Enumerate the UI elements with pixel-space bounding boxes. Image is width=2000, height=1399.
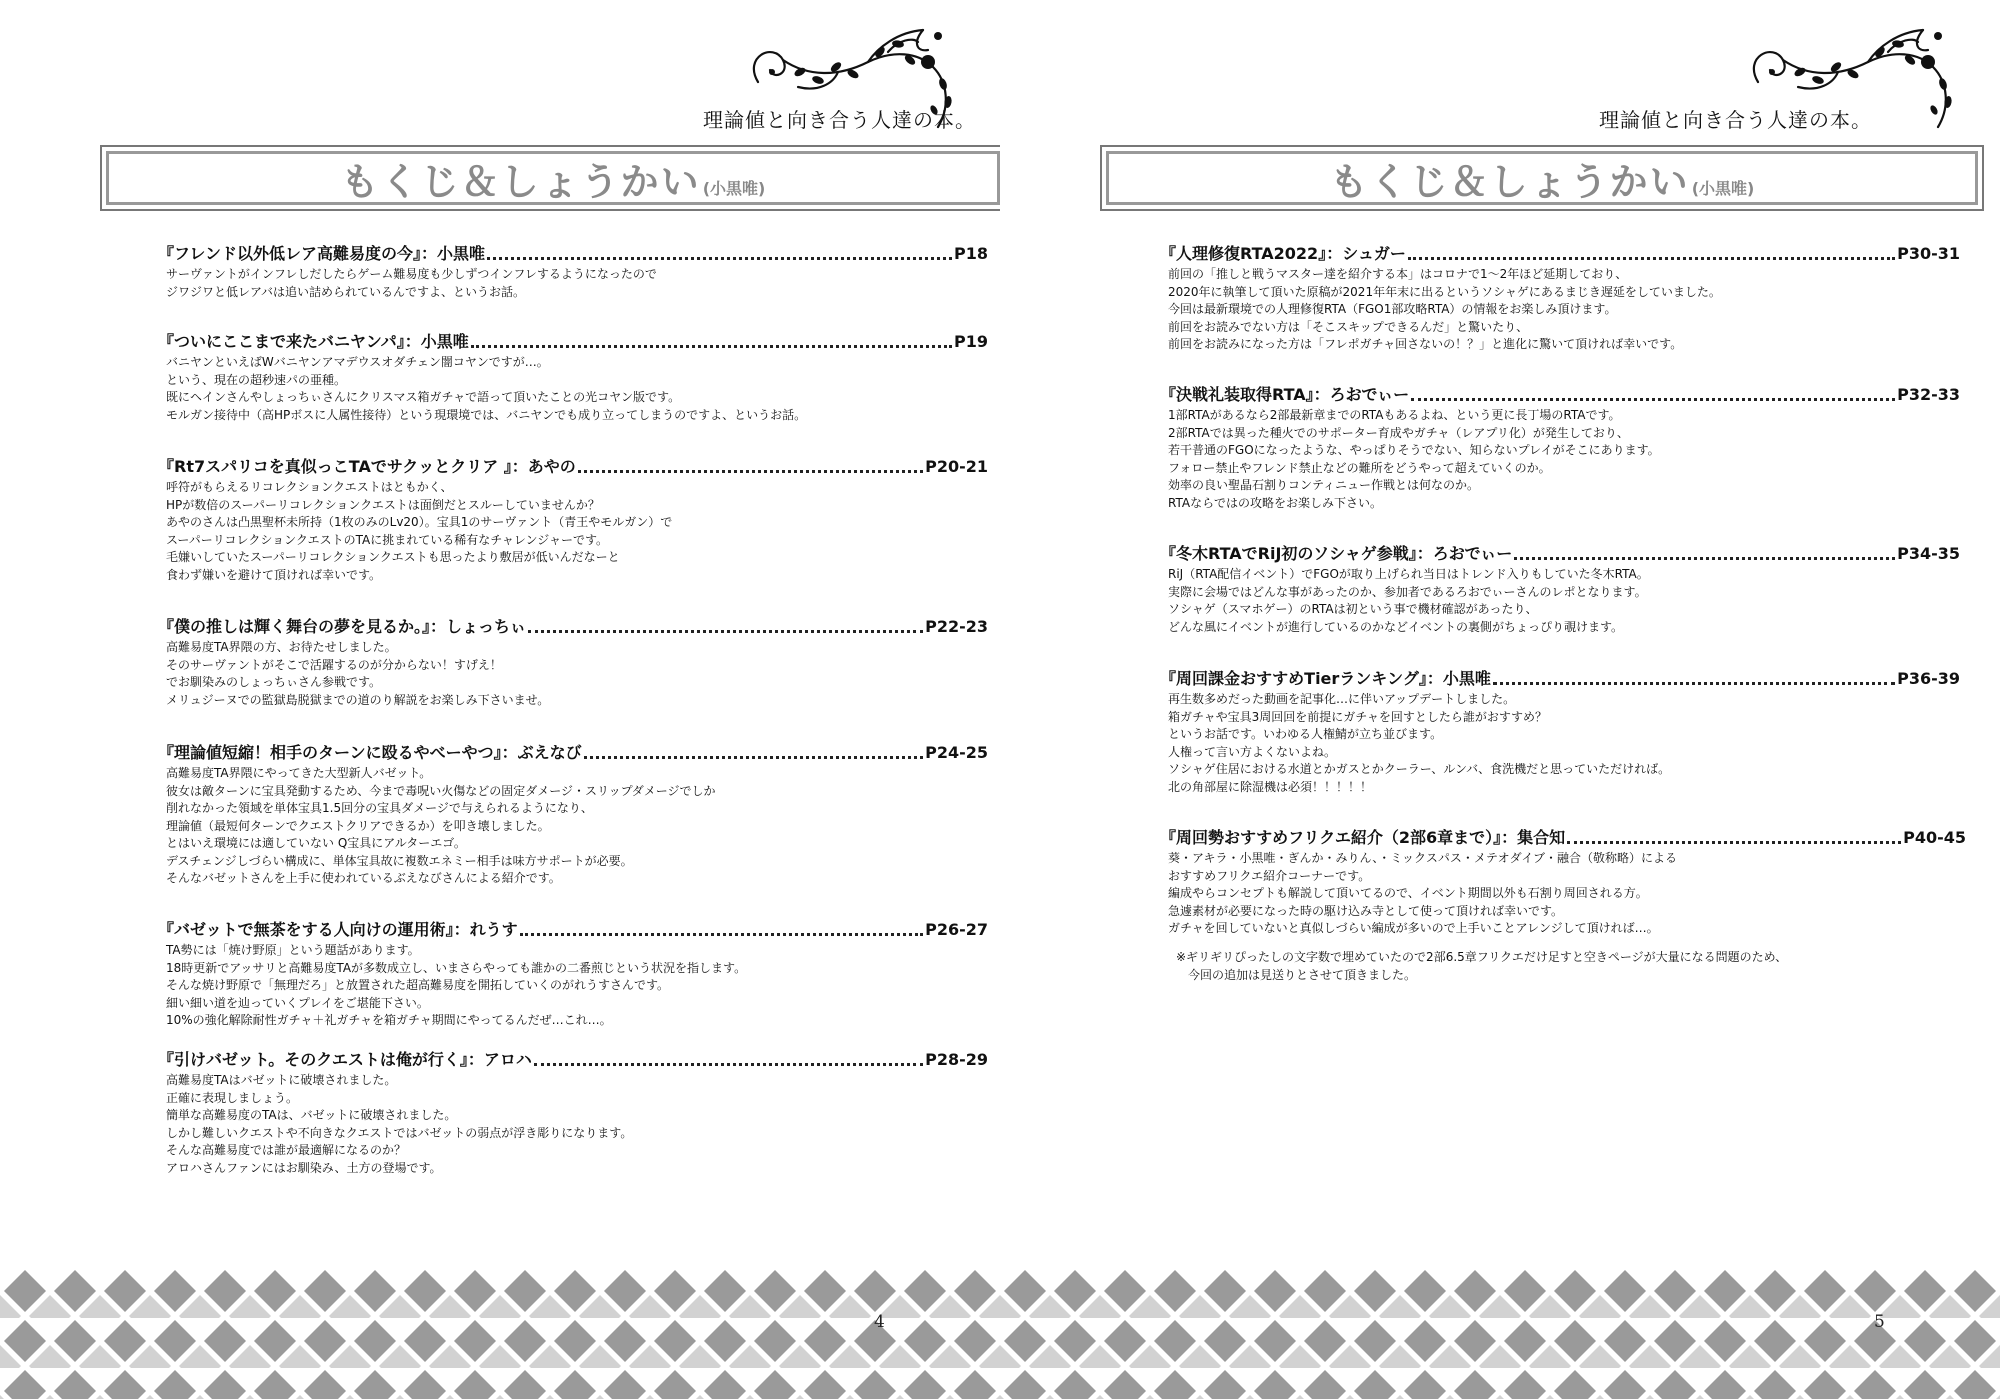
entry-page: P40-45	[1903, 828, 1966, 847]
entry-description-line: 呼符がもらえるリコレクションクエストはともかく、	[166, 480, 453, 494]
entry-description-line: そんなバゼットさんを上手に使われているぶえなびさんによる紹介です。	[166, 871, 561, 885]
entry-title: 『引けバゼット。そのクエストは俺が行く』：アロハ	[158, 1050, 532, 1069]
toc-entry	[1160, 243, 1960, 354]
entry-description-line: でお馴染みのしょっちぃさん参戦です。	[166, 675, 382, 689]
toc-title-author: (小黒唯)	[702, 179, 766, 198]
entry-description-line: 今回は最新環境での人理修復RTA（FGO1部攻略RTA）の情報をお楽しみ頂けます。	[1168, 302, 1617, 316]
toc-entry	[1160, 543, 1960, 636]
toc-entry	[158, 456, 988, 584]
entry-description-line: ジワジワと低レアバは追い詰められているんですよ、というお話。	[166, 284, 526, 299]
entry-description-line: 葵・アキラ・小黒唯・ぎんか・みりん、・ミックスパス・メテオダイブ・融合（敬称略）による	[1168, 851, 1678, 865]
leader-dots	[471, 345, 952, 348]
entry-description-line: 食わず嫌いを避けて頂ければ幸いです。	[166, 567, 382, 582]
leader-dots	[1514, 557, 1895, 560]
entry-description-line: 10%の強化解除耐性ガチャ＋礼ガチャを箱ガチャ期間にやってるんだぜ…これ…。	[166, 1013, 612, 1027]
entry-page: P30-31	[1897, 244, 1960, 263]
entry-description-line: バニヤンといえばWバニヤンアマデウスオダチェン闇コヤンですが…。	[166, 355, 549, 369]
entry-description-line: 実際に会場ではどんな事があったのか、参加者であるろおでぃーさんのレポとなります。	[1168, 584, 1647, 599]
toc-entry	[1160, 668, 1960, 796]
page-number: 5	[1874, 1312, 1885, 1332]
toc-entry	[1160, 384, 1960, 512]
entry-description-line: 高難易度TA界隈にやってきた大型新人バゼット。	[166, 766, 432, 780]
entry-description-line: 急遽素材が必要になった時の駆け込み寺として使って頂ければ幸いです。	[1168, 903, 1564, 918]
entry-description-line: 若干普通のFGOになったような、やっぱりそうでない、知らないプレイがそこにあります。	[1168, 443, 1660, 457]
entry-description-line: 1部RTAがあるなら2部最新章までのRTAもあるよね、という更に長丁場のRTAです。	[1168, 408, 1621, 422]
entry-description-line: RTAならではの攻略をお楽しみ下さい。	[1168, 495, 1382, 510]
leader-dots	[520, 933, 923, 936]
entry-description-line: おすすめフリクエ紹介コーナーです。	[1168, 868, 1371, 883]
entry-title: 『周回課金おすすめTierランキング』：小黒唯	[1160, 669, 1491, 688]
entry-title: 『理論値短縮！相手のターンに殴るやべーやつ』：ぶえなび	[158, 743, 582, 762]
leader-dots	[1567, 841, 1901, 844]
entry-description-line: 高難易度TA界隈の方、お待たせしました。	[166, 640, 397, 654]
entry-description-line: というお話です。いわゆる人権鯖が立ち並びます。	[1168, 727, 1443, 741]
entry-description-line: 彼女は敵ターンに宝具発動するため、今まで毒呪い火傷などの固定ダメージ・スリップダメージでしか	[166, 783, 716, 798]
entry-title: 『冬木RTAでRiJ初のソシャゲ参戦』：ろおでぃー	[1160, 544, 1513, 563]
entry-description-line: フォロー禁止やフレンド禁止などの難所をどうやって超えていくのか。	[1168, 460, 1551, 475]
entry-description-line: あやのさんは凸黒聖杯未所持（1枚のみのLv20）。宝具1のサーヴァント（青王やモルガン）で	[166, 515, 673, 529]
leader-dots	[487, 257, 952, 260]
entry-page: P19	[954, 332, 988, 351]
entry-description-line: 既にヘインさんやしょっちぃさんにクリスマス箱ガチャで語って頂いたことの光コヤン版です。	[166, 390, 681, 404]
entry-description-line: 北の角部屋に除湿機は必須！！！！！	[1168, 779, 1373, 794]
entry-description-line: しかし難しいクエストや不向きなクエストではバゼットの弱点が浮き彫りになります。	[166, 1125, 633, 1140]
entry-description-line: 前回をお読みになった方は「フレポガチャ回さないの！？」と進化に驚いて頂ければ幸いです。	[1168, 337, 1683, 351]
entry-description-line: HPが数倍のスーパーリコレクションクエストは面倒だとスルーしていませんか？	[166, 497, 600, 512]
leader-dots	[578, 470, 923, 473]
entry-description-line: ガチャを回していないと真似しづらい編成が多いので上手いことアレンジして頂ければ…。	[1168, 921, 1659, 935]
editor-note	[1176, 949, 1787, 984]
note-line: ※ギリギリぴったしの文字数で埋めていたので2部6.5章フリクエだけ足すと空きページが大量になる問題のため、	[1176, 950, 1788, 964]
right-page	[1000, 0, 2000, 1399]
entry-description-line: そんな高難易度では誰が最適解になるのか？	[166, 1143, 407, 1157]
toc-title: もくじ＆しょうかい	[1329, 159, 1690, 204]
entry-description-line: 再生数多めだった動画を記事化…に伴いアップデートしました。	[1168, 692, 1516, 706]
entry-description-line: とはいえ環境には適していない Q宝具にアルターエゴ。	[166, 836, 466, 850]
entry-description-line: ソシャゲ住居における水道とかガスとかクーラー、ルンバ、食洗機だと思っていただければ。	[1168, 762, 1671, 776]
toc-entry	[1160, 827, 1966, 938]
entry-description-line: TA勢には「焼け野原」という題話があります。	[166, 943, 420, 957]
entry-title: 『フレンド以外低レア高難易度の今』：小黒唯	[158, 244, 485, 263]
note-line: 今回の追加は見送りとさせて頂きました。	[1176, 967, 1417, 982]
entry-page: P32-33	[1897, 385, 1960, 404]
entry-page: P22-23	[925, 617, 988, 636]
leader-dots	[1493, 682, 1895, 685]
entry-description-line: デスチェンジしづらい構成に、単体宝具故に複数エネミー相手は味方サポートが必要。	[166, 853, 633, 868]
entry-description-line: サーヴァントがインフレしだしたらゲーム難易度も少しずつインフレするようになったので	[166, 267, 657, 281]
entry-title: 『ついにここまで来たバニヤンパ』：小黒唯	[158, 332, 469, 351]
entry-description-line: RiJ（RTA配信イベント）でFGOが取り上げられ当日はトレンド入りもしていた冬木RTA。	[1168, 567, 1649, 581]
entry-page: P24-25	[925, 743, 988, 762]
entry-description-line: 理論値（最短何ターンでクエストクリアできるか）を叩き壊しました。	[166, 818, 550, 833]
entry-page: P20-21	[925, 457, 988, 476]
toc-title-banner	[1100, 145, 1984, 211]
entry-description-line: 細い細い道を辿っていくプレイをご堪能下さい。	[166, 995, 429, 1010]
entry-title: 『決戦礼装取得RTA』：ろおでぃー	[1160, 385, 1410, 404]
entry-description-line: 簡単な高難易度のTAは、バゼットに破壊されました。	[166, 1108, 457, 1122]
entry-page: P26-27	[925, 920, 988, 939]
toc-title-banner	[100, 145, 1000, 211]
entry-description-line: 高難易度TAはバゼットに破壊されました。	[166, 1073, 397, 1087]
leader-dots	[534, 1063, 923, 1066]
entry-title: 『人理修復RTA2022』：シュガー	[1160, 244, 1406, 263]
book-tagline: 理論値と向き合う人達の本。	[1599, 108, 1872, 132]
entry-description-line: 2部RTAでは異った種火でのサポーター育成やガチャ（レアプリ化）が発生しており、	[1168, 425, 1629, 440]
entry-description-line: という、現在の超秒速パの亜種。	[166, 372, 347, 387]
toc-title: もくじ＆しょうかい	[340, 159, 701, 204]
leader-dots	[584, 756, 923, 759]
entry-description-line: 毛嫌いしていたスーパーリコレクションクエストも思ったより敷居が低いんだなーと	[166, 550, 620, 564]
entry-description-line: そのサーヴァントがそこで活躍するのが分からない！すげえ！	[166, 657, 502, 672]
entry-description-line: スーパーリコレクションクエストのTAに挑まれている稀有なチャレンジャーです。	[166, 532, 609, 547]
entry-description-line: どんな風にイベントが進行しているのかなどイベントの裏側がちょっぴり覗けます。	[1168, 619, 1624, 634]
toc-entry	[158, 1049, 988, 1177]
entry-page: P18	[954, 244, 988, 263]
entry-description-line: アロハさんファンにはお馴染み、土方の登場です。	[166, 1160, 442, 1175]
entry-page: P36-39	[1897, 669, 1960, 688]
entry-title: 『バゼットで無茶をする人向けの運用術』：れうす	[158, 920, 518, 939]
entry-title: 『周回勢おすすめフリクエ紹介（2部6章まで）』：集合知	[1160, 828, 1566, 847]
entry-title: 『Rt7スパリコを真似っこTAでサクッとクリア 』：あやの	[158, 457, 576, 476]
leader-dots	[1408, 257, 1895, 260]
entry-description-line: モルガン接待中（高HPボスに人属性接待）という現環境では、バニヤンでも成り立ってしまうのですよ、というお話。	[166, 407, 807, 422]
entry-description-line: そんな焼け野原で「無理だろ」と放置された超高難易度を開拓していくのがれうすさんです。	[166, 978, 670, 992]
entry-description-line: 削れなかった領域を単体宝具1.5回分の宝具ダメージで与えられるようになり、	[166, 801, 593, 815]
entry-description-line: 前回をお読みでない方は「そこスキップできるんだ」と驚いたり、	[1168, 319, 1529, 334]
entry-description-line: 効率の良い聖晶石割りコンティニュー作戦とは何なのか。	[1168, 478, 1480, 492]
diamond-pattern-footer	[1000, 1268, 2000, 1399]
entry-page: P34-35	[1897, 544, 1960, 563]
entry-description-line: 人権って言い方よくないよね。	[1168, 744, 1337, 759]
leader-dots	[528, 630, 923, 633]
entry-description-line: 2020年に執筆して頂いた原稿が2021年年末に出るというソシャゲにあるまじき遅延をしていました。	[1168, 284, 1721, 299]
page-number: 4	[874, 1312, 885, 1332]
entry-description-line: メリュジーヌでの監獄島脱獄までの道のり解説をお楽しみ下さいませ。	[166, 692, 550, 707]
entry-page: P28-29	[925, 1050, 988, 1069]
toc-entry	[158, 742, 988, 888]
entry-title: 『僕の推しは輝く舞台の夢を見るか。』：しょっちぃ	[158, 617, 527, 636]
entry-description-line: ソシャゲ（スマホゲー）のRTAは初という事で機材確認があったり、	[1168, 602, 1538, 616]
toc-entry	[158, 919, 988, 1030]
book-tagline: 理論値と向き合う人達の本。	[703, 108, 976, 132]
entry-description-line: 正確に表現しましょう。	[166, 1090, 299, 1105]
entry-description-line: 編成やらコンセプトも解説して頂いてるので、イベント期間以外も石割り周回される方。	[1168, 886, 1648, 900]
entry-description-line: 18時更新でアッサリと高難易度TAが多数成立し、いまさらやっても誰かの二番煎じという状況を指します。	[166, 960, 747, 975]
toc-entry	[158, 331, 988, 424]
toc-entry	[158, 243, 988, 301]
diamond-pattern-footer	[0, 1268, 1000, 1399]
toc-entry	[158, 616, 988, 709]
entry-description-line: 前回の「推しと戦うマスター達を紹介する本」はコロナで1～2年ほど延期しており、	[1168, 267, 1628, 281]
toc-title-author: (小黒唯)	[1691, 179, 1755, 198]
leader-dots	[1411, 398, 1895, 401]
entry-description-line: 箱ガチャや宝具3周回回を前提にガチャを回すとしたら誰がおすすめ？	[1168, 709, 1548, 724]
